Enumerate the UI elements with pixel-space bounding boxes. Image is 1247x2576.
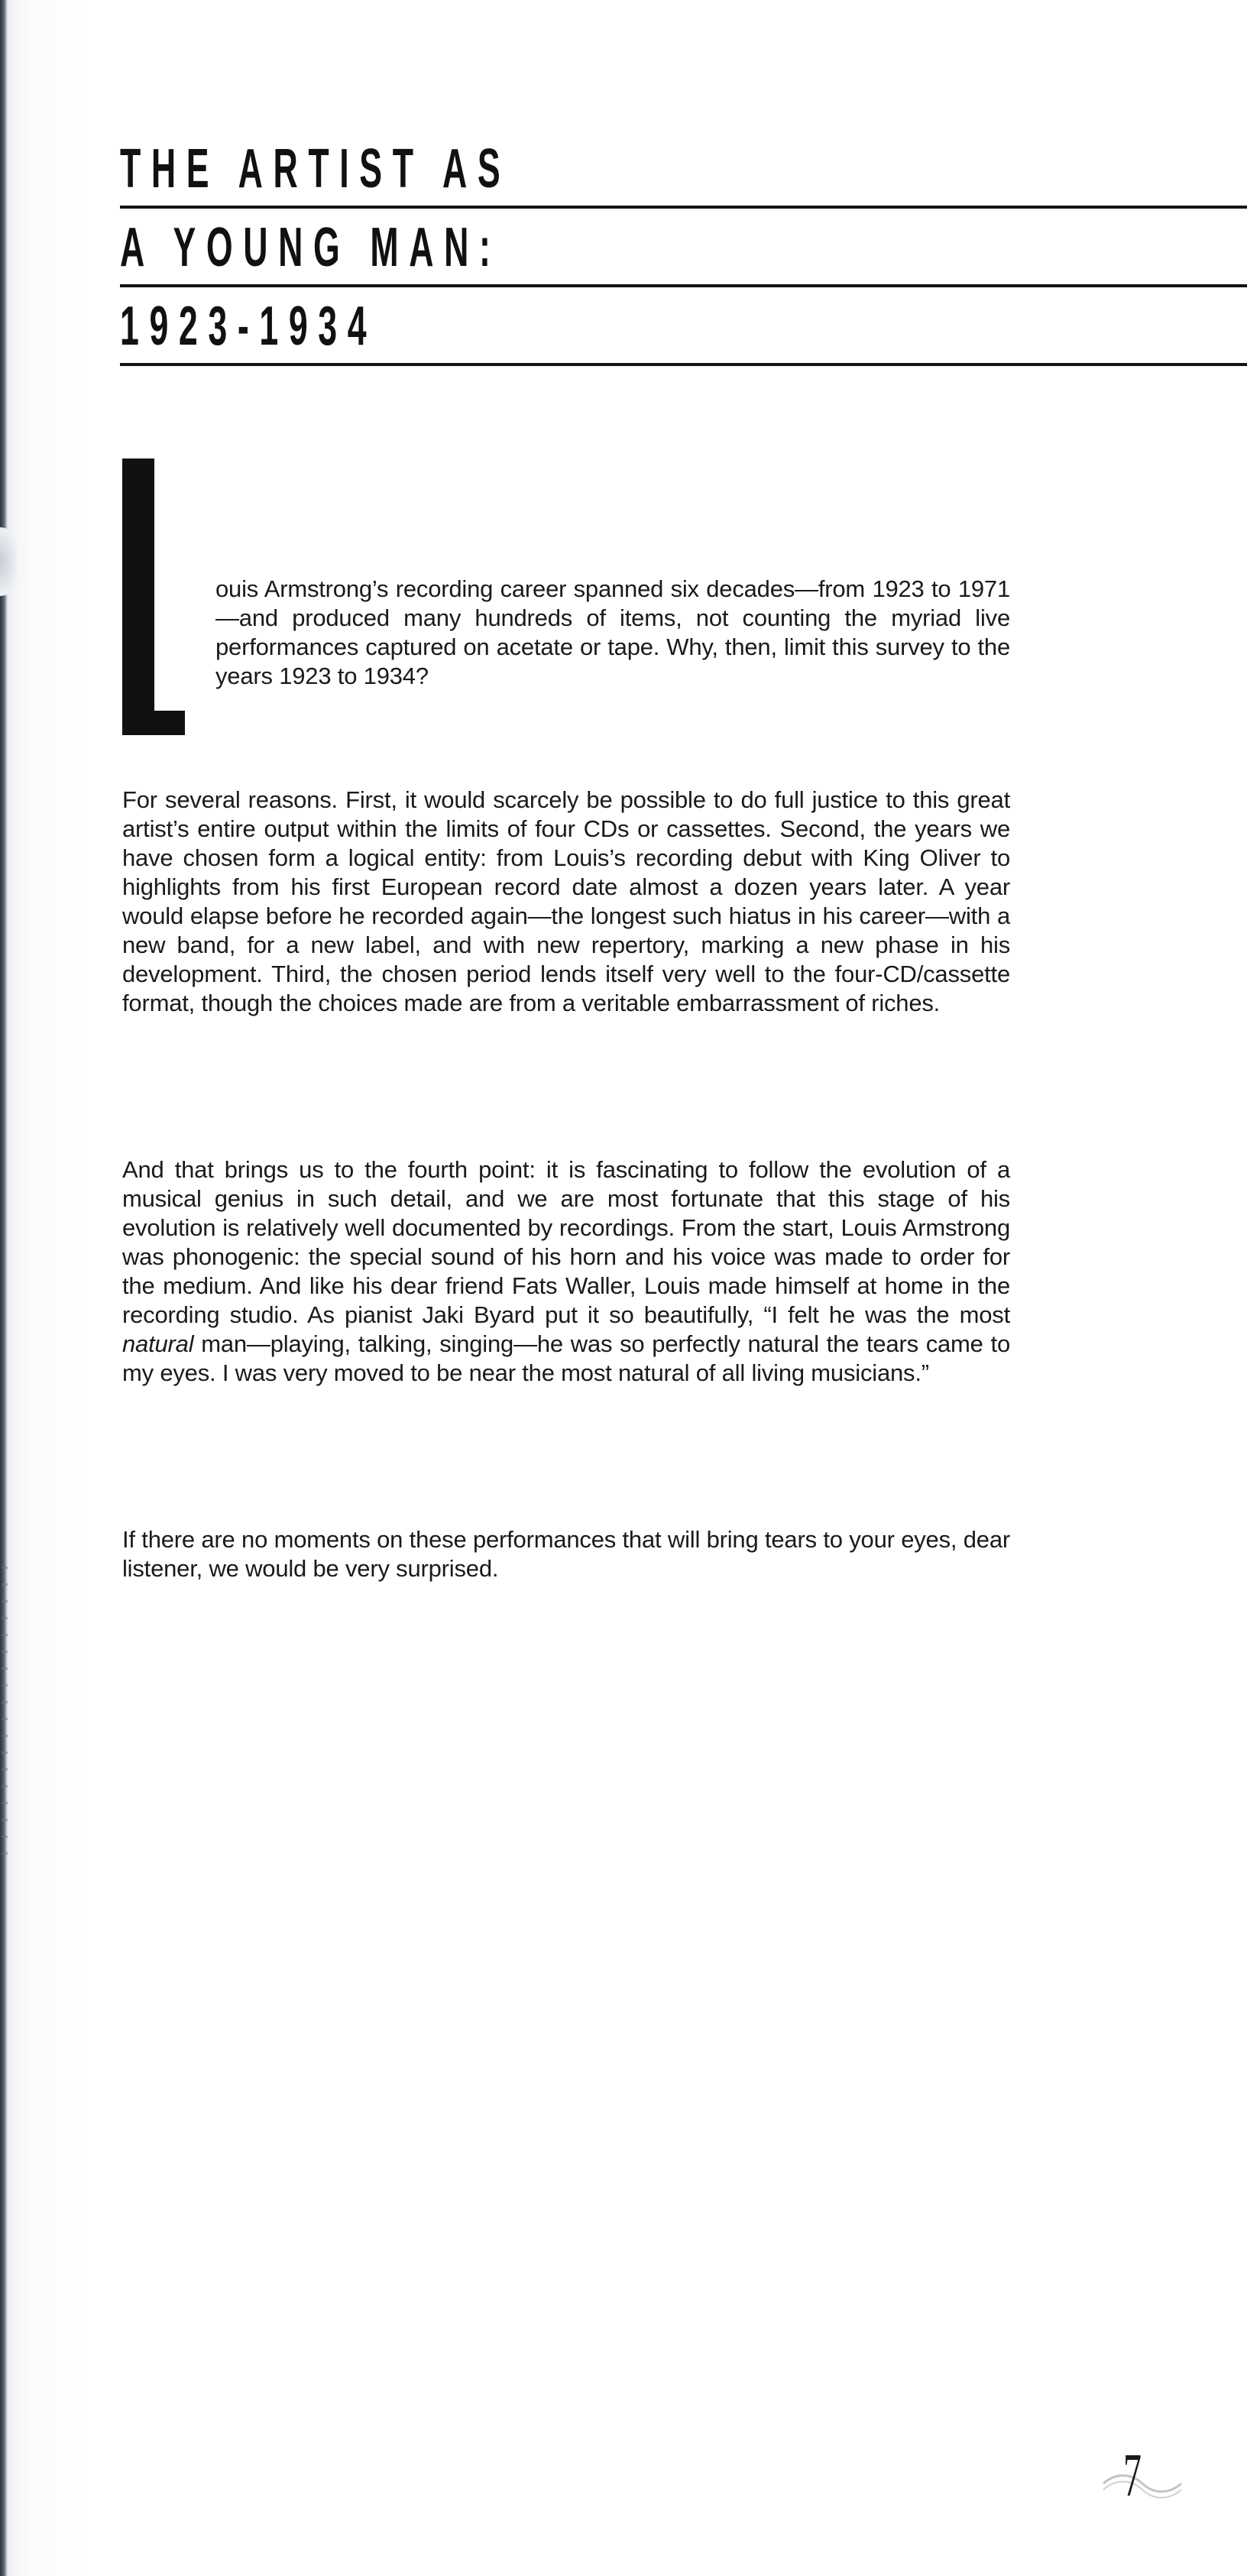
drop-cap-foot (122, 711, 185, 735)
paragraph-2 (122, 786, 1010, 1018)
title-line-3 (120, 287, 1247, 366)
paragraph-3-part-1: And that brings us to the fourth point: it is fascinating to follow the evolution of a musical genius in such detail, and we are most fortunate that this stage of his evolution is relatively well documented by recordings. From the start, Louis Armstrong was phonogenic: the special sound of his horn and his voice was made to order for the medium. And like his dear friend Fats Waller, Louis made himself at home in the recording studio. As pianist Jaki Byard put it so beautifully, “I felt he was the most (122, 1156, 1010, 1328)
paragraph-1-text: ouis Armstrong’s recording career spanned six decades—from 1923 to 1971—and produced many hundreds of items, not counting the myriad live performances captured on acetate or tape. Why, then, limit this survey to the years 1923 to 1934? (215, 575, 1010, 689)
paragraph-3-italic: natural (122, 1330, 194, 1357)
chapter-title (120, 130, 1247, 366)
paragraph-1 (122, 458, 1010, 741)
paragraph-3-text (122, 1155, 1010, 1388)
title-line-3-text: 1923-1934 (120, 296, 377, 357)
paragraph-4 (122, 1525, 1010, 1583)
paragraph-3 (122, 1155, 1010, 1388)
title-line-1-text: THE ARTIST AS (120, 138, 511, 199)
spine-notch (0, 527, 17, 596)
title-line-2 (120, 209, 1247, 287)
publisher-logo-icon (1100, 2468, 1184, 2499)
drop-cap-letter (122, 458, 199, 741)
title-line-2-text: A YOUNG MAN: (120, 217, 501, 278)
title-line-1 (120, 130, 1247, 209)
paragraph-4-text: If there are no moments on these performances that will bring tears to your eyes, dear listener, we would be very surprised. (122, 1526, 1010, 1582)
spine-staple-marks (2, 1567, 8, 1857)
paragraph-3-part-2: man—playing, talking, singing—he was so perfectly natural the tears came to my eyes. I was very moved to be near the most natural of all living musicians.” (122, 1330, 1010, 1386)
paragraph-2-text: For several reasons. First, it would scarcely be possible to do full justice to this great artist’s entire output within the limits of four CDs or cassettes. Second, the years we have chosen form a logical entity: from Louis’s recording debut with King Oliver to highlights from his first European record date almost a dozen years later. A year would elapse before he recorded again—the longest such hiatus in his career—with a new band, for a new label, and with new repertory, marking a new phase in his development. Third, the chosen period lends itself very well to the four-CD/cassette format, though the choices made are from a veritable embarrassment of riches. (122, 786, 1010, 1016)
drop-cap-stem (122, 458, 154, 735)
page-number: 7 (1123, 2442, 1142, 2510)
spine-edge (0, 0, 8, 2576)
